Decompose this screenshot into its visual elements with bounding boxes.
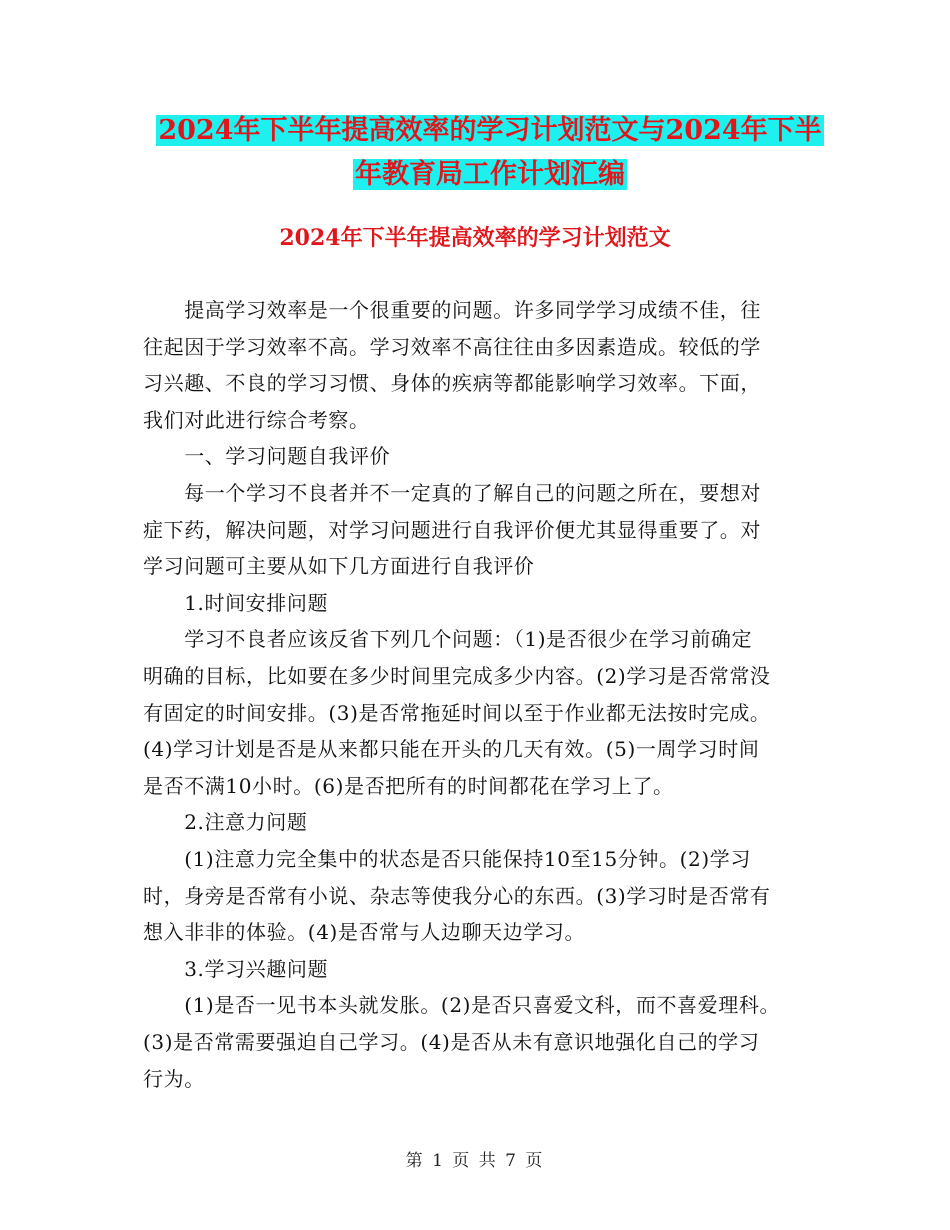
paragraph-line: (3)是否常需要强迫自己学习。(4)是否从未有意识地强化自己的学习 <box>143 1029 760 1054</box>
paragraph-line: (1)注意力完全集中的状态是否只能保持10至15分钟。(2)学习 <box>143 847 751 871</box>
paragraph-line: 是否不满10小时。(6)是否把所有的时间都花在学习上了。 <box>143 773 674 798</box>
main-title-highlight-1: 2024年下半年提高效率的学习计划范文与2024年下半 <box>158 115 822 146</box>
page-footer: 第 1 页 共 7 页 <box>405 1151 545 1171</box>
main-title-line-1 <box>140 106 840 156</box>
paragraph-line: (4)学习计划是否是从来都只能在开头的几天有效。(5)一周学习时间 <box>143 737 760 762</box>
paragraph-line: 我们对此进行综合考察。 <box>143 407 370 432</box>
paragraph <box>143 987 803 1097</box>
paragraph-line: 行为。 <box>143 1066 205 1091</box>
paragraph <box>143 475 803 585</box>
paragraph-line: 往起因于学习效率不高。学习效率不高往往由多因素造成。较低的学 <box>143 334 761 359</box>
paragraph-line: 学习问题可主要从如下几方面进行自我评价 <box>143 554 535 579</box>
paragraph-line: 一、学习问题自我评价 <box>143 444 391 469</box>
paragraph-line: 症下药，解决问题，对学习问题进行自我评价便尤其显得重要了。对 <box>143 517 761 542</box>
paragraph-line: 学习不良者应该反省下列几个问题：（1)是否很少在学习前确定 <box>143 627 753 652</box>
paragraph <box>143 951 803 988</box>
paragraph-line: (1)是否一见书本头就发胀。(2)是否只喜爱文科，而不喜爱理科。 <box>143 993 781 1018</box>
main-title-highlight-2: 年教育局工作计划汇编 <box>355 159 625 190</box>
paragraph <box>143 292 803 438</box>
paragraph <box>143 438 803 475</box>
paragraph <box>143 841 803 951</box>
paragraph-line: 3.学习兴趣问题 <box>143 956 329 981</box>
paragraph <box>143 621 803 804</box>
paragraph-line: 每一个学习不良者并不一定真的了解自己的问题之所在，要想对 <box>143 481 761 505</box>
main-title-line-2 <box>140 150 840 200</box>
paragraph <box>143 585 803 622</box>
paragraph-line: 1.时间安排问题 <box>143 590 329 615</box>
paragraph-line: 想入非非的体验。(4)是否常与人边聊天边学习。 <box>143 920 586 945</box>
paragraph-line: 提高学习效率是一个很重要的问题。许多同学学习成绩不佳，往 <box>143 298 761 322</box>
paragraph-line: 2.注意力问题 <box>143 810 308 835</box>
paragraph-line: 时，身旁是否常有小说、杂志等使我分心的东西。(3)学习时是否常有 <box>143 883 771 908</box>
paragraph-line: 习兴趣、不良的学习习惯、身体的疾病等都能影响学习效率。下面， <box>143 371 761 396</box>
paragraph-line: 明确的目标，比如要在多少时间里完成多少内容。(2)学习是否常常没 <box>143 663 771 688</box>
section-title: 2024年下半年提高效率的学习计划范文 <box>279 225 671 251</box>
paragraph-line: 有固定的时间安排。(3)是否常拖延时间以至于作业都无法按时完成。 <box>143 700 771 725</box>
paragraph <box>143 804 803 841</box>
